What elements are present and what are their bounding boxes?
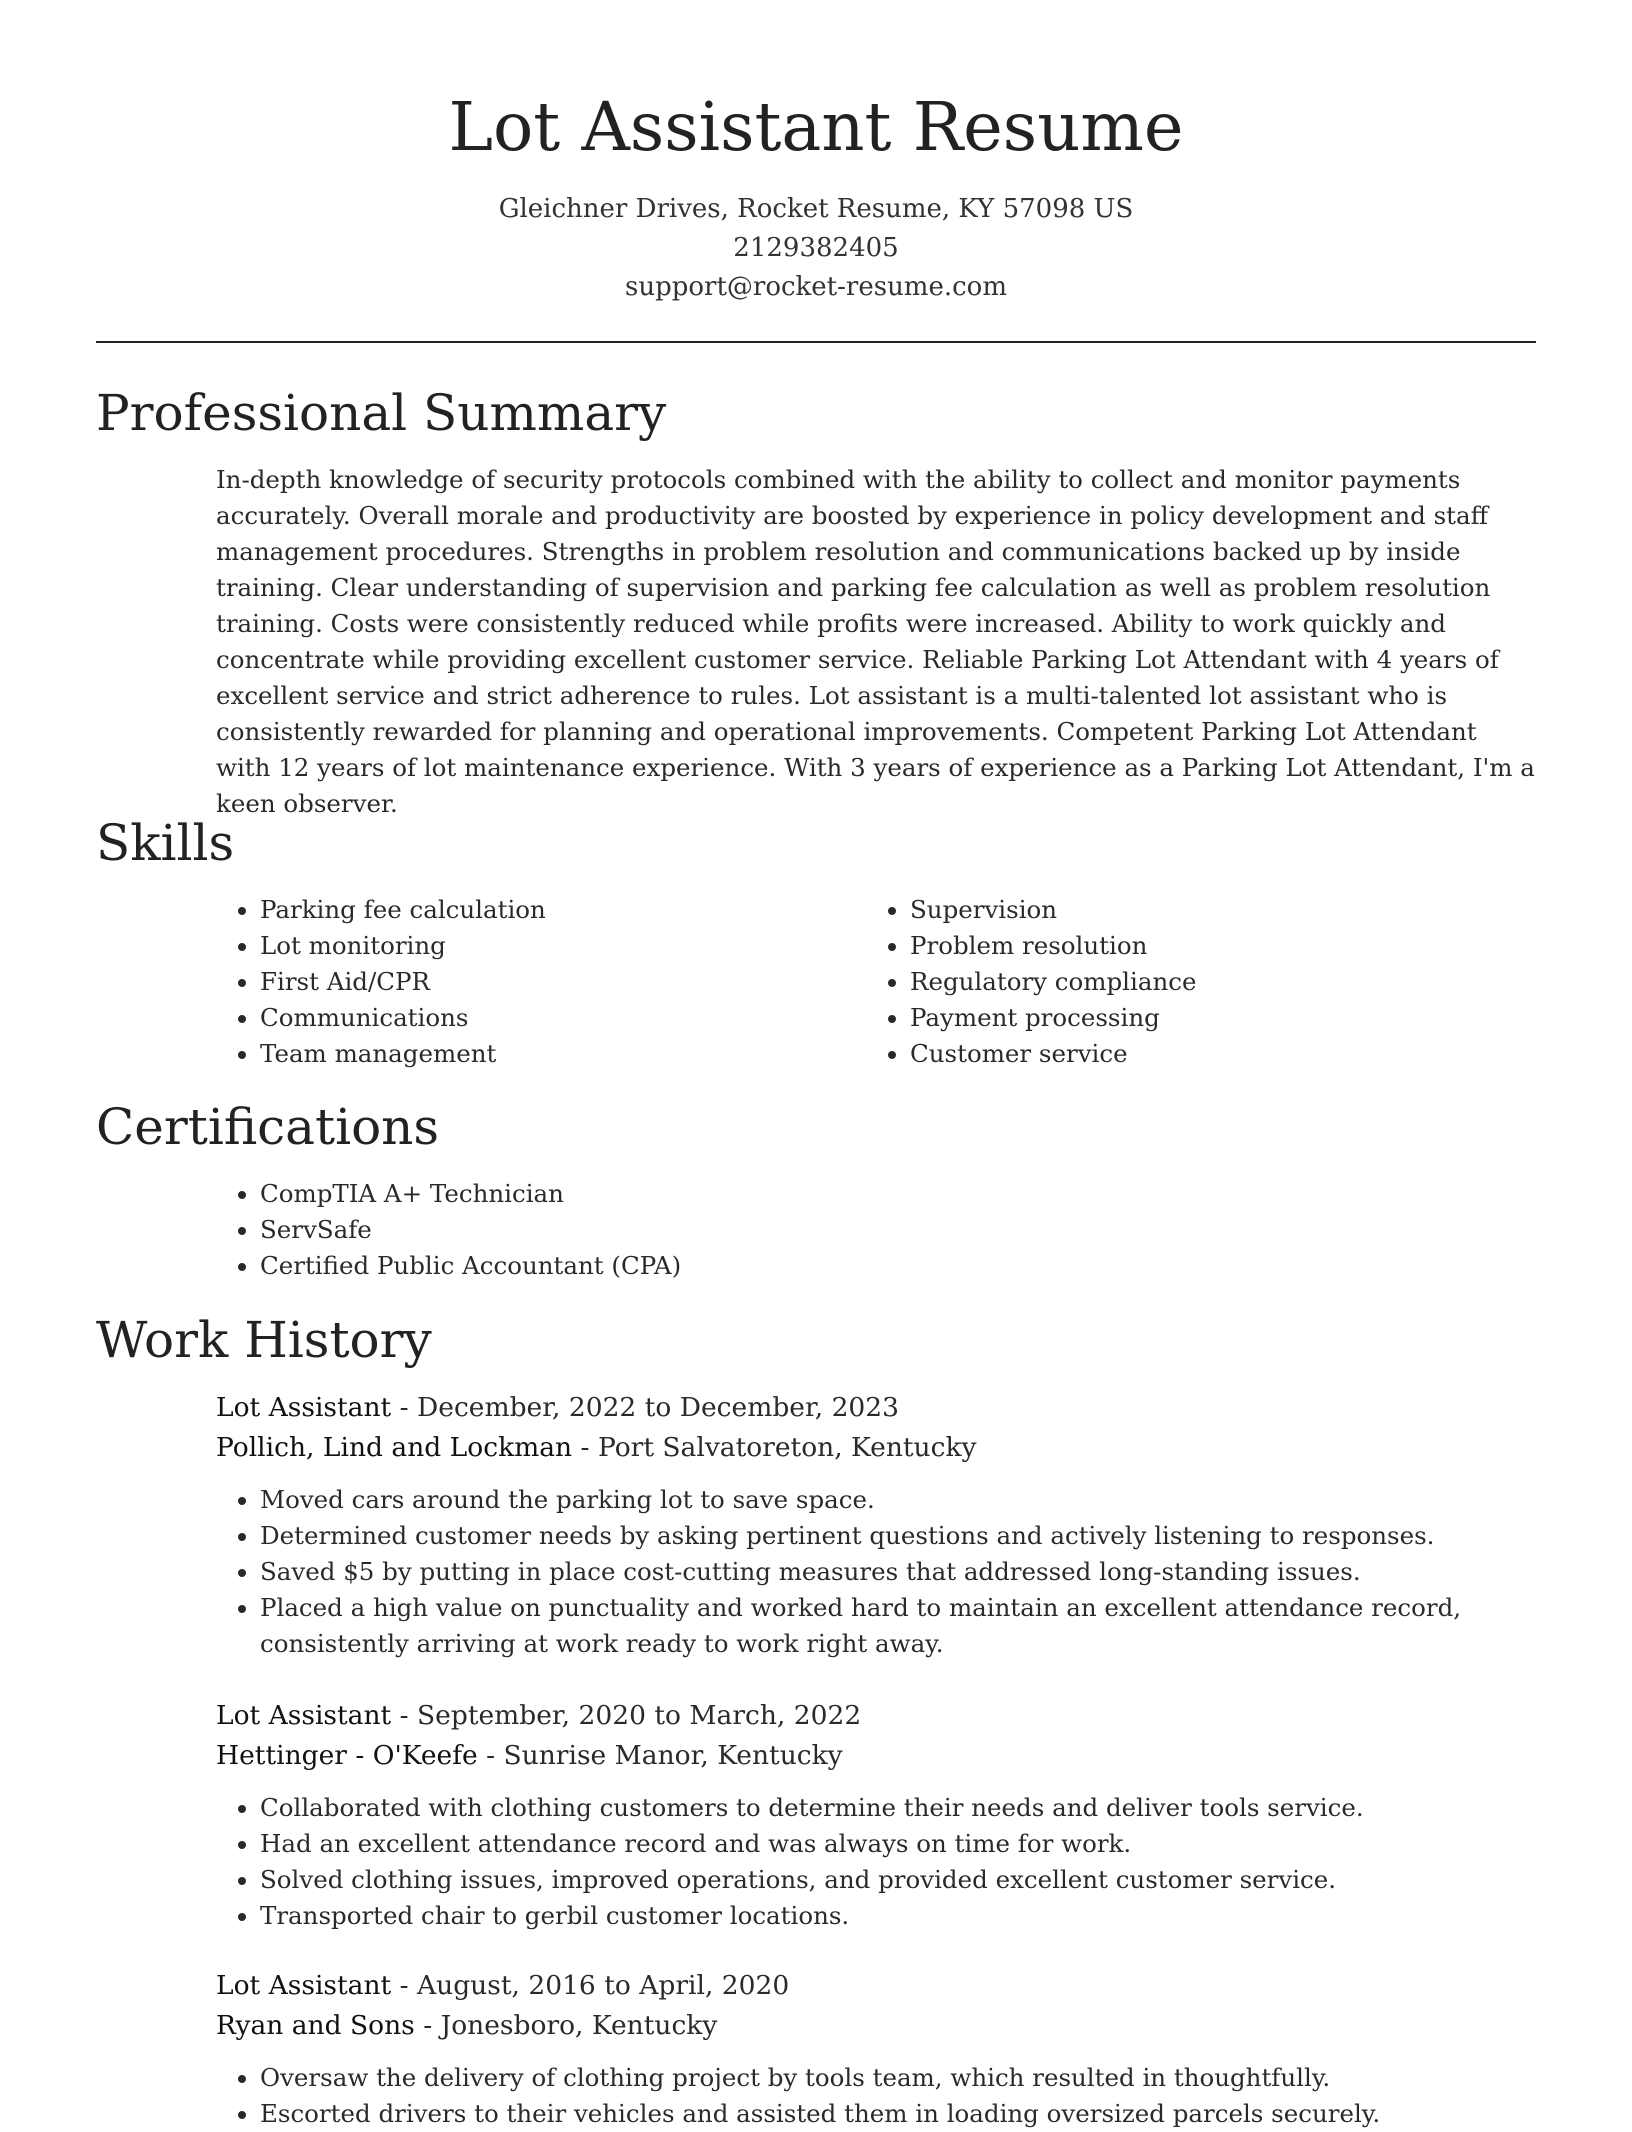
job-location: Port Salvatoreton, Kentucky: [597, 1432, 977, 1463]
job-company-line: Ryan and Sons - Jonesboro, Kentucky: [216, 2010, 718, 2041]
skill-item: • First Aid/CPR: [260, 964, 860, 1000]
email: support@rocket-resume.com: [624, 272, 1007, 302]
job-company: Ryan and Sons: [216, 2010, 415, 2041]
skill-item: • Supervision: [910, 892, 1510, 928]
job-bullets: [216, 1790, 1560, 1934]
job-bullets: [216, 1482, 1560, 1662]
job-title-line: Lot Assistant - August, 2016 to April, 2020: [216, 1970, 790, 2001]
job-dates: August, 2016 to April, 2020: [417, 1970, 790, 2001]
certification-item: • Certified Public Accountant (CPA): [260, 1248, 1460, 1284]
job-bullet: • Escorted drivers to their vehicles and assisted them in loading oversized parcels securely.: [260, 2096, 1560, 2132]
skill-item: • Team management: [260, 1036, 860, 1072]
job-title: Lot Assistant: [216, 1700, 392, 1731]
job-bullet: • Solved clothing issues, improved operations, and provided excellent customer service.: [260, 1862, 1560, 1898]
skills-heading: Skills: [96, 814, 235, 872]
certifications-list: [216, 1176, 1460, 1284]
work-history-heading: Work History: [96, 1311, 432, 1369]
job-company-line: Pollich, Lind and Lockman - Port Salvatoreton, Kentucky: [216, 1432, 977, 1463]
job-dates: December, 2022 to December, 2023: [417, 1392, 900, 1423]
resume-title: Lot Assistant Resume: [448, 88, 1184, 166]
job-title: Lot Assistant: [216, 1392, 392, 1423]
job-title-line: Lot Assistant - September, 2020 to March, 2022: [216, 1700, 862, 1731]
certifications-heading: Certifications: [96, 1098, 440, 1156]
summary-heading: Professional Summary: [96, 384, 667, 442]
skill-item: • Lot monitoring: [260, 928, 860, 964]
skill-item: • Problem resolution: [910, 928, 1510, 964]
skill-item: • Regulatory compliance: [910, 964, 1510, 1000]
skill-item: • Payment processing: [910, 1000, 1510, 1036]
job-bullet: • Placed a high value on punctuality and worked hard to maintain an excellent attendance record, consistently arriving at work ready to work right away.: [260, 1590, 1560, 1662]
job-title: Lot Assistant: [216, 1970, 392, 2001]
summary-text: In-depth knowledge of security protocols combined with the ability to collect and monitor payments accurately. Overall morale and productivity are boosted by experience in policy development and staff management procedures. Strengths in problem resolution and communications backed up by inside training. Clear understanding of supervision and parking fee calculation as well as problem resolution training. Costs were consistently reduced while profits were increased. Ability to work quickly and concentrate while providing excellent customer service. Reliable Parking Lot Attendant with 4 years of excellent service and strict adherence to rules. Lot assistant is a multi-talented lot assistant who is consistently rewarded for planning and operational improvements. Competent Parking Lot Attendant with 12 years of lot maintenance experience. With 3 years of experience as a Parking Lot Attendant, I'm a keen observer.: [216, 465, 1535, 818]
job-company-line: Hettinger - O'Keefe - Sunrise Manor, Kentucky: [216, 1740, 843, 1771]
job-company: Hettinger - O'Keefe: [216, 1740, 478, 1771]
job-bullet: • Determined customer needs by asking pertinent questions and actively listening to responses.: [260, 1518, 1560, 1554]
contact-block: [0, 190, 1632, 307]
job-dates: September, 2020 to March, 2022: [417, 1700, 862, 1731]
job-bullet: • Transported chair to gerbil customer locations.: [260, 1898, 1560, 1934]
phone: 2129382405: [733, 233, 899, 263]
skill-item: • Communications: [260, 1000, 860, 1036]
job-company: Pollich, Lind and Lockman: [216, 1432, 573, 1463]
job-title-line: Lot Assistant - December, 2022 to December, 2023: [216, 1392, 900, 1423]
job-location: Jonesboro, Kentucky: [440, 2010, 718, 2041]
job-bullet: • Saved $5 by putting in place cost-cutting measures that addressed long-standing issues.: [260, 1554, 1560, 1590]
skills-list-right: [866, 892, 1510, 1072]
job-bullet: • Had an excellent attendance record and was always on time for work.: [260, 1826, 1560, 1862]
job-bullet: • Collaborated with clothing customers to determine their needs and deliver tools service.: [260, 1790, 1560, 1826]
skill-item: • Parking fee calculation: [260, 892, 860, 928]
certification-item: • ServSafe: [260, 1212, 1460, 1248]
job-bullet: • Moved cars around the parking lot to save space.: [260, 1482, 1560, 1518]
job-location: Sunrise Manor, Kentucky: [503, 1740, 843, 1771]
skills-list-left: [216, 892, 860, 1072]
header-divider: [96, 341, 1536, 343]
certification-item: • CompTIA A+ Technician: [260, 1176, 1460, 1212]
address: Gleichner Drives, Rocket Resume, KY 57098 US: [498, 194, 1134, 224]
job-bullets: [216, 2060, 1560, 2132]
skill-item: • Customer service: [910, 1036, 1510, 1072]
job-bullet: • Oversaw the delivery of clothing project by tools team, which resulted in thoughtfully.: [260, 2060, 1560, 2096]
